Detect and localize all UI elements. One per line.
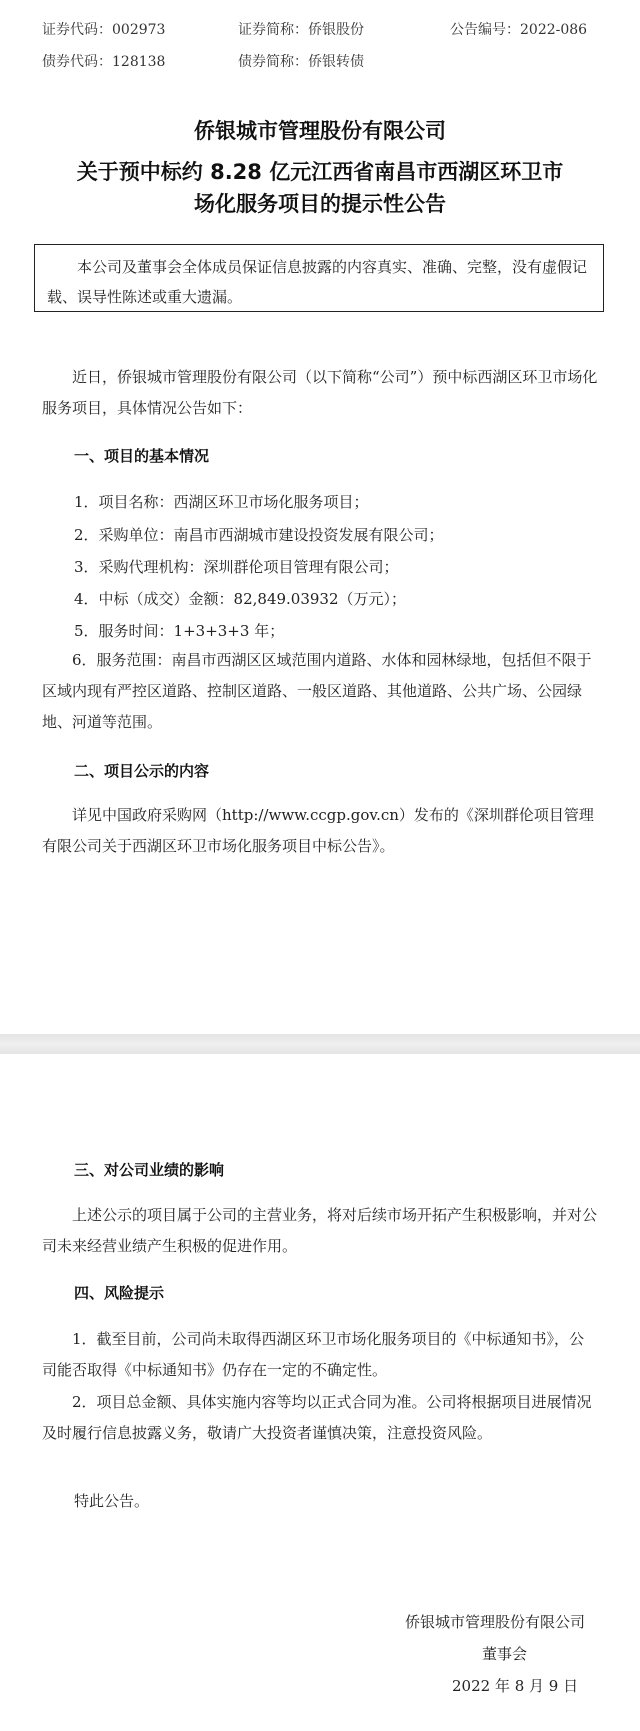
list-item: 4．中标（成交）金额：82,849.03932（万元）； <box>74 590 407 608</box>
section-2-heading: 二、项目公示的内容 <box>74 762 210 780</box>
section-3-heading: 三、对公司业绩的影响 <box>74 1161 225 1179</box>
stock-code: 证券代码：002973 <box>42 22 166 38</box>
disclaimer-box <box>34 244 604 312</box>
list-item: 2．采购单位：南昌市西湖城市建设投资发展有限公司； <box>74 526 444 544</box>
section-3-body: 上述公示的项目属于公司的主营业务，将对后续市场开拓产生积极影响，并对公司未来经营业绩产生积极的促进作用。 <box>42 1206 598 1255</box>
section-2-body: 详见中国政府采购网（http://www.ccgp.gov.cn）发布的《深圳群伦项目管理有限公司关于西湖区环卫市场化服务项目中标公告》。 <box>42 806 594 855</box>
signature-date: 2022 年 8 月 9 日 <box>452 1677 579 1695</box>
signature-company: 侨银城市管理股份有限公司 <box>405 1613 586 1631</box>
title-line-1: 侨银城市管理股份有限公司 <box>194 119 446 143</box>
risk-item-2: 2．项目总金额、具体实施内容等均以正式合同为准。公司将根据项目进展情况及时履行信息披露义务，敬请广大投资者谨慎决策，注意投资风险。 <box>42 1393 592 1442</box>
list-item: 5．服务时间：1+3+3+3 年； <box>74 622 285 640</box>
bond-abbr: 债券简称：侨银转债 <box>238 54 364 70</box>
signature-board: 董事会 <box>482 1645 528 1663</box>
announcement-number: 公告编号：2022-086 <box>450 22 588 38</box>
list-item: 1．项目名称：西湖区环卫市场化服务项目； <box>74 493 369 511</box>
title-line-2: 关于预中标约 8.28 亿元江西省南昌市西湖区环卫市 <box>76 160 564 184</box>
section-4-heading: 四、风险提示 <box>74 1284 165 1302</box>
disclaimer-text: 本公司及董事会全体成员保证信息披露的内容真实、准确、完整，没有虚假记载、误导性陈述或重大遗漏。 <box>47 258 588 306</box>
page-separator <box>0 1034 640 1054</box>
title-line-3: 场化服务项目的提示性公告 <box>194 192 446 216</box>
section-1-heading: 一、项目的基本情况 <box>74 447 210 465</box>
bond-code: 债券代码：128138 <box>42 54 166 70</box>
intro-paragraph: 近日，侨银城市管理股份有限公司（以下简称“公司”）预中标西湖区环卫市场化服务项目，具体情况公告如下： <box>42 368 598 417</box>
risk-item-1: 1．截至目前，公司尚未取得西湖区环卫市场化服务项目的《中标通知书》，公司能否取得《中标通知书》仍存在一定的不确定性。 <box>42 1330 585 1379</box>
list-item: 3．采购代理机构：深圳群伦项目管理有限公司； <box>74 558 399 576</box>
list-item-scope: 6．服务范围：南昌市西湖区区域范围内道路、水体和园林绿地，包括但不限于区域内现有严控区道路、控制区道路、一般区道路、其他道路、公共广场、公园绿地、河道等范围。 <box>42 651 592 731</box>
closing-text: 特此公告。 <box>74 1492 150 1510</box>
stock-abbr: 证券简称：侨银股份 <box>238 22 364 38</box>
